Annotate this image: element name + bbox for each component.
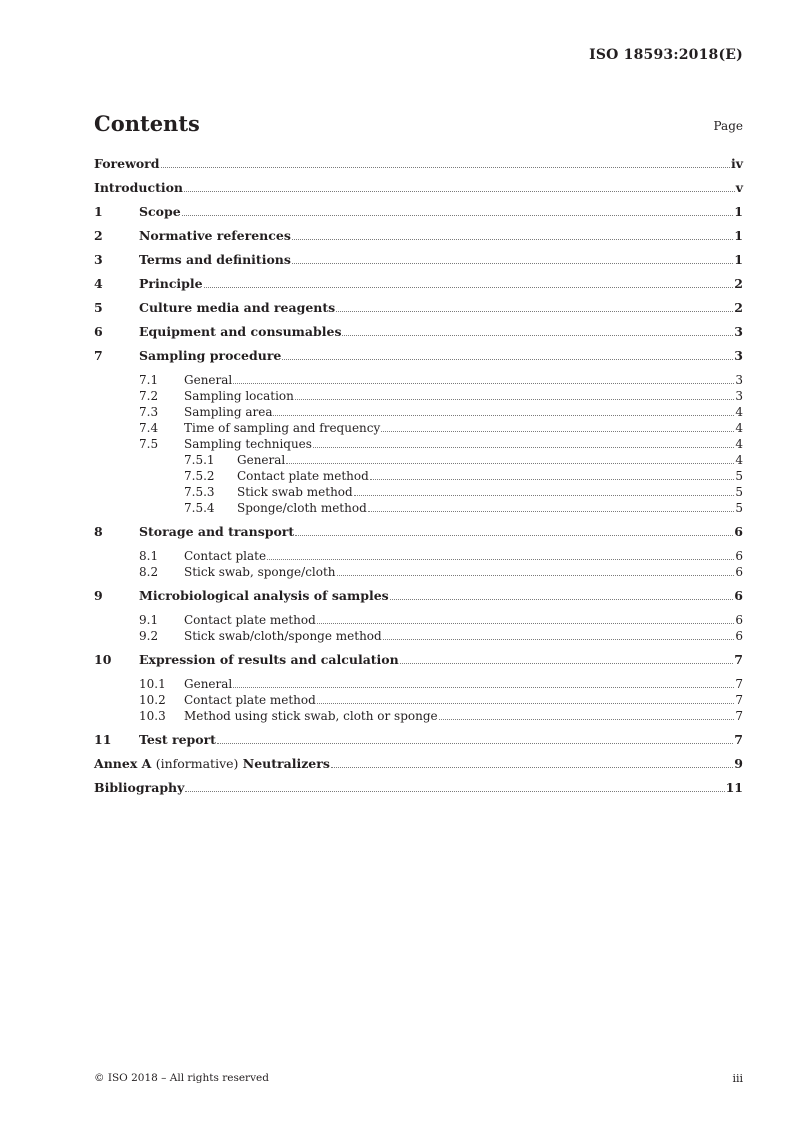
toc-entry[interactable] xyxy=(94,612,743,628)
toc-entry-title: Sampling area xyxy=(184,405,273,419)
toc-entry[interactable] xyxy=(94,676,743,692)
dot-leader xyxy=(383,639,735,640)
dot-leader xyxy=(204,287,734,288)
toc-entry-number: 9.2 xyxy=(139,629,159,643)
toc-entry-title: Principle xyxy=(139,276,203,291)
dot-leader xyxy=(342,335,733,336)
toc-entry-page: 7 xyxy=(735,709,743,723)
toc-entry-number: 2 xyxy=(94,228,103,243)
toc-entry-page: 7 xyxy=(735,693,743,707)
toc-entry[interactable] xyxy=(94,708,743,724)
toc-entry-number: 7.5.3 xyxy=(184,485,215,499)
toc-entry-page: 11 xyxy=(725,780,743,795)
toc-entry[interactable] xyxy=(94,156,743,180)
toc-entry-title: Equipment and consumables xyxy=(139,324,342,339)
dot-leader xyxy=(317,623,735,624)
toc-entry-page: 7 xyxy=(734,652,743,667)
toc-entry[interactable] xyxy=(94,756,743,780)
dot-leader xyxy=(292,263,733,264)
toc-entry-number: 4 xyxy=(94,276,103,291)
toc-entry-number: 10.1 xyxy=(139,677,166,691)
toc-entry-page: 4 xyxy=(735,453,743,467)
toc-entry[interactable] xyxy=(94,372,743,388)
toc-entry[interactable] xyxy=(94,692,743,708)
dot-leader xyxy=(273,415,734,416)
page-number: iii xyxy=(732,1072,743,1085)
toc-entry[interactable] xyxy=(94,404,743,420)
toc-entry-page: 6 xyxy=(735,549,743,563)
toc-entry-page: 7 xyxy=(735,677,743,691)
toc-entry-title xyxy=(94,756,330,772)
dot-leader xyxy=(368,511,735,512)
annex-title: Neutralizers xyxy=(242,756,330,771)
toc-entry-number: 7.3 xyxy=(139,405,159,419)
toc-entry-title: Normative references xyxy=(139,228,291,243)
dot-leader xyxy=(217,743,733,744)
toc-entry-title: Test report xyxy=(139,732,216,747)
toc-entry-number: 7.2 xyxy=(139,389,159,403)
toc-entry[interactable] xyxy=(94,780,743,804)
toc-entry-number: 7.5.4 xyxy=(184,501,215,515)
dot-leader xyxy=(233,383,734,384)
toc-entry-number: 10 xyxy=(94,652,112,667)
toc-entry-title: Sponge/cloth method xyxy=(237,501,367,515)
toc-entry[interactable] xyxy=(94,548,743,564)
toc-entry-title: Contact plate method xyxy=(184,613,316,627)
toc-entry[interactable] xyxy=(94,228,743,252)
toc-entry-title: Stick swab, sponge/cloth xyxy=(184,565,336,579)
dot-leader xyxy=(185,791,724,792)
toc-entry-page: 4 xyxy=(735,437,743,451)
toc-entry[interactable] xyxy=(94,452,743,468)
dot-leader xyxy=(390,599,734,600)
dot-leader xyxy=(184,191,735,192)
toc-entry-number: 7.5 xyxy=(139,437,159,451)
dot-leader xyxy=(400,663,734,664)
document-id: ISO 18593:2018(E) xyxy=(589,47,743,63)
toc-entry-page: 6 xyxy=(735,613,743,627)
toc-entry-page: 3 xyxy=(734,324,743,339)
annex-type: (informative) xyxy=(155,756,239,771)
toc-entry[interactable] xyxy=(94,300,743,324)
toc-entry-number: 5 xyxy=(94,300,103,315)
toc-entry-page: 5 xyxy=(735,501,743,515)
toc-entry[interactable] xyxy=(94,652,743,676)
toc-entry-page: 6 xyxy=(735,629,743,643)
annex-label: Annex A xyxy=(94,756,152,771)
toc-entry-title: General xyxy=(237,453,286,467)
toc-entry[interactable] xyxy=(94,588,743,612)
toc-entry-number: 8.1 xyxy=(139,549,159,563)
toc-entry-title: Terms and definitions xyxy=(139,252,291,267)
toc-entry-number: 1 xyxy=(94,204,103,219)
dot-leader xyxy=(161,167,730,168)
toc-entry-title: Stick swab/cloth/sponge method xyxy=(184,629,382,643)
dot-leader xyxy=(439,719,735,720)
toc-entry-number: 10.3 xyxy=(139,709,166,723)
toc-entry-page: 6 xyxy=(735,565,743,579)
toc-entry-page: 9 xyxy=(734,756,743,771)
toc-entry-title: Method using stick swab, cloth or sponge xyxy=(184,709,438,723)
toc-entry-title: Contact plate xyxy=(184,549,267,563)
toc-entry-page: 4 xyxy=(735,421,743,435)
toc-entry-page: iv xyxy=(730,156,743,171)
dot-leader xyxy=(292,239,733,240)
dot-leader xyxy=(182,215,734,216)
toc-entry[interactable] xyxy=(94,436,743,452)
toc-entry-page: 2 xyxy=(734,300,743,315)
toc-entry[interactable] xyxy=(94,276,743,300)
toc-entry-page: 1 xyxy=(734,204,743,219)
toc-entry[interactable] xyxy=(94,388,743,404)
dot-leader xyxy=(381,431,734,432)
toc-entry-page: 6 xyxy=(734,524,743,539)
toc-entry[interactable] xyxy=(94,324,743,348)
toc-entry-title: Sampling procedure xyxy=(139,348,282,363)
toc-entry-number: 9.1 xyxy=(139,613,159,627)
toc-entry-title: Contact plate method xyxy=(237,469,369,483)
toc-entry[interactable] xyxy=(94,500,743,516)
toc-entry-number: 7.4 xyxy=(139,421,159,435)
toc-entry[interactable] xyxy=(94,564,743,580)
copyright-footer: © ISO 2018 – All rights reserved xyxy=(94,1072,269,1084)
toc-entry-title: Storage and transport xyxy=(139,524,295,539)
toc-entry-title: General xyxy=(184,677,233,691)
toc-entry-number: 6 xyxy=(94,324,103,339)
toc-entry-page: v xyxy=(735,180,743,195)
toc-entry-page: 6 xyxy=(734,588,743,603)
toc-entry-title: Microbiological analysis of samples xyxy=(139,588,389,603)
toc-entry-page: 1 xyxy=(734,252,743,267)
toc-entry-title: Scope xyxy=(139,204,181,219)
toc-entry-title: Culture media and reagents xyxy=(139,300,336,315)
toc-entry-number: 11 xyxy=(94,732,112,747)
toc-entry[interactable] xyxy=(94,628,743,644)
dot-leader xyxy=(370,479,735,480)
toc-entry-page: 5 xyxy=(735,485,743,499)
toc-entry-title: Stick swab method xyxy=(237,485,353,499)
toc-entry-number: 8.2 xyxy=(139,565,159,579)
toc-entry-title: Sampling location xyxy=(184,389,294,403)
toc-entry[interactable] xyxy=(94,252,743,276)
dot-leader xyxy=(267,559,734,560)
toc-entry[interactable] xyxy=(94,524,743,548)
toc-entry[interactable] xyxy=(94,420,743,436)
dot-leader xyxy=(354,495,735,496)
dot-leader xyxy=(317,703,735,704)
toc-entry[interactable] xyxy=(94,204,743,228)
toc-entry[interactable] xyxy=(94,484,743,500)
toc-entry-page: 7 xyxy=(734,732,743,747)
toc-entry[interactable] xyxy=(94,348,743,372)
table-of-contents xyxy=(94,156,743,804)
toc-entry-title: Introduction xyxy=(94,180,184,195)
dot-leader xyxy=(313,447,734,448)
toc-entry-page: 3 xyxy=(735,389,743,403)
page-title: Contents xyxy=(94,111,200,136)
toc-entry-title: Time of sampling and frequency xyxy=(184,421,381,435)
toc-entry-title: Sampling techniques xyxy=(184,437,312,451)
toc-entry-number: 9 xyxy=(94,588,103,603)
dot-leader xyxy=(336,311,733,312)
toc-entry-page: 5 xyxy=(735,469,743,483)
toc-entry-number: 7.1 xyxy=(139,373,159,387)
toc-entry-title: Bibliography xyxy=(94,780,185,795)
toc-entry-page: 1 xyxy=(734,228,743,243)
toc-entry-number: 7 xyxy=(94,348,103,363)
dot-leader xyxy=(295,535,733,536)
dot-leader xyxy=(286,463,734,464)
toc-entry[interactable] xyxy=(94,468,743,484)
dot-leader xyxy=(331,767,733,768)
toc-entry-page: 3 xyxy=(735,373,743,387)
toc-entry-page: 3 xyxy=(734,348,743,363)
toc-entry-number: 3 xyxy=(94,252,103,267)
dot-leader xyxy=(233,687,734,688)
toc-entry[interactable] xyxy=(94,180,743,204)
dot-leader xyxy=(337,575,735,576)
toc-entry-page: 2 xyxy=(734,276,743,291)
toc-entry-number: 7.5.1 xyxy=(184,453,215,467)
toc-entry-number: 7.5.2 xyxy=(184,469,215,483)
dot-leader xyxy=(295,399,734,400)
toc-entry-number: 8 xyxy=(94,524,103,539)
toc-entry-title: Expression of results and calculation xyxy=(139,652,399,667)
toc-entry-page: 4 xyxy=(735,405,743,419)
toc-entry-title: General xyxy=(184,373,233,387)
toc-entry-title: Contact plate method xyxy=(184,693,316,707)
toc-entry-title: Foreword xyxy=(94,156,160,171)
page-column-label: Page xyxy=(713,119,743,133)
dot-leader xyxy=(282,359,733,360)
toc-entry-number: 10.2 xyxy=(139,693,166,707)
toc-entry[interactable] xyxy=(94,732,743,756)
